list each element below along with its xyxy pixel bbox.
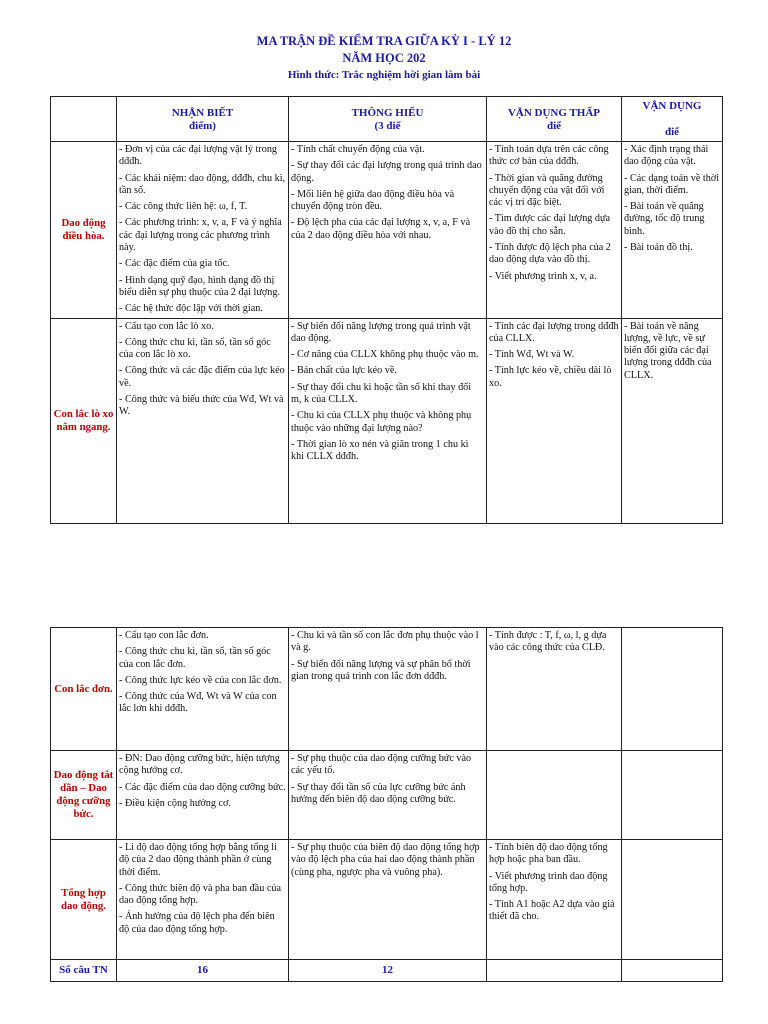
topic-label: Tổng hợp dao động.	[51, 840, 117, 960]
criterion-item: - Công thức chu kì, tần số, tần số góc của con lắc đơn.	[119, 646, 271, 670]
cell-van-dung	[622, 318, 723, 523]
criterion-item: - Công thức và các đặc điểm của lực kéo về.	[119, 365, 285, 389]
criterion-item: - Tính lực kéo về, chiều dài lò xo.	[489, 365, 612, 389]
totals-nhan-biet: 16	[117, 960, 289, 982]
column-title: THÔNG HIỂU	[351, 107, 424, 119]
criterion-item: - Các phương trình: x, v, a, F và ý nghĩa các đại lượng trong các phương trình này.	[119, 217, 282, 254]
column-title: VẬN DỤNG THẤP	[507, 107, 601, 119]
criterion-item: - Cấu tạo con lắc đơn.	[119, 630, 209, 641]
cell-van-dung-thap	[487, 142, 622, 319]
criterion-item: - Sự phụ thuộc của biên độ dao động tổng hợp vào độ lệch pha của hai dao động thành phần (cùng pha, ngược pha và vuông pha).	[291, 842, 480, 878]
criterion-item: - Sự biến đổi năng lượng và sự phân bố thời gian trong quá trình con lắc đơn dđđh.	[291, 658, 471, 682]
criterion-item: - Tính được độ lệch pha của 2 dao động dựa vào đồ thị.	[489, 242, 611, 266]
criterion-item: - Điều kiện cộng hưởng cơ.	[119, 797, 231, 809]
criterion-item: - Các khái niệm: dao động, dđđh, chu kì, tần số.	[119, 172, 286, 196]
column-header-thong-hieu	[289, 97, 487, 142]
criterion-item: - Các đặc điểm của gia tốc.	[119, 258, 230, 270]
criterion-item: - Xác định trạng thái dao động của vật.	[624, 144, 709, 168]
criterion-item: - Ảnh hưởng của độ lệch pha đến biên độ của dao động tổng hợp.	[119, 911, 275, 935]
cell-thong-hieu	[289, 142, 487, 319]
cell-van-dung-thap	[487, 318, 622, 523]
cell-van-dung	[622, 628, 723, 751]
criterion-item: - Bài toán đồ thị.	[624, 242, 693, 254]
criterion-item: - Sự thay đổi chu kì hoặc tần số khi thay đổi m, k của CLLX.	[291, 381, 472, 406]
document-title: MA TRẬN ĐỀ KIỂM TRA GIỮA KỲ I - LÝ 12	[256, 34, 512, 48]
topic-label: Con lắc đơn.	[51, 628, 117, 751]
criterion-item: - Cấu tạo con lắc lò xo.	[119, 320, 214, 332]
school-year: NĂM HỌC 202	[342, 51, 426, 65]
criterion-item: - Tính chất chuyển động của vật.	[291, 144, 425, 155]
cell-nhan-biet	[117, 840, 289, 960]
totals-label: Số câu TN	[51, 960, 117, 982]
totals-van-dung-thap	[487, 960, 622, 982]
column-subtitle: điể	[546, 120, 562, 132]
cell-thong-hieu	[289, 840, 487, 960]
criterion-item: - Tính các đại lượng trong dđđh của CLLX.	[489, 320, 619, 344]
criterion-item: - Bản chất của lực kéo về.	[291, 365, 397, 377]
column-header-row	[51, 97, 723, 142]
matrix-table-page1	[50, 96, 723, 524]
criterion-item: - Thời gian và quãng đường chuyển động của vật đối với các vị trí đặc biệt.	[489, 172, 605, 209]
criterion-item: - Tính Wđ, Wt và W.	[489, 349, 575, 361]
column-header-van-dung	[622, 97, 723, 142]
criterion-item: - Bài toán về quãng đường, tốc độ trung bình.	[624, 201, 705, 237]
column-subtitle: (3 điể	[374, 120, 401, 132]
criterion-item: - Hình dạng quỹ đạo, hình dạng đồ thị biểu diễn sự phụ thuộc của 2 đại lượng.	[119, 274, 281, 298]
totals-van-dung	[622, 960, 723, 982]
cell-van-dung-thap	[487, 840, 622, 960]
criterion-item: - Li độ dao động tổng hợp bằng tổng li độ của 2 dao động thành phần ở cùng thời điểm.	[119, 842, 277, 878]
column-subtitle: điể	[664, 126, 680, 138]
exam-format: Hình thức: Trắc nghiệm hời gian làm bài	[287, 69, 481, 81]
matrix-table-page2	[50, 627, 723, 982]
criterion-item: - Độ lệch pha của các đại lượng x, v, a, F và của 2 dao động điều hòa với nhau.	[291, 217, 471, 241]
cell-nhan-biet	[117, 142, 289, 319]
corner-cell	[51, 97, 117, 142]
criterion-item: - Chu kì và tần số con lắc đơn phụ thuộc vào l và g.	[291, 630, 479, 654]
column-subtitle: điểm)	[189, 120, 216, 132]
cell-nhan-biet	[117, 751, 289, 840]
table-row	[51, 318, 723, 523]
column-header-nhan-biet	[117, 97, 289, 142]
criterion-item: - Các hệ thức độc lập với thời gian.	[119, 303, 263, 315]
criterion-item: - Công thức chu kì, tần số, tần số góc của con lắc lò xo.	[119, 336, 271, 361]
topic-label: Con lắc lò xo nằm ngang.	[51, 318, 117, 523]
criterion-item: - Tính A1 hoặc A2 dựa vào giả thiết đã cho.	[489, 899, 615, 923]
column-title: VẬN DỤNG	[642, 100, 702, 112]
criterion-item: - Sự thay đổi các đại lượng trong quá trình dao động.	[291, 160, 482, 184]
criterion-item: - Sự thay đổi tần số của lực cưỡng bức ảnh hưởng đến biên độ dao động cưỡng bức.	[291, 781, 466, 805]
table-row	[51, 840, 723, 960]
criterion-item: - Các đặc điểm của dao động cưỡng bức.	[119, 781, 286, 793]
column-title: NHẬN BIẾT	[171, 107, 234, 119]
criterion-item: - Cơ năng của CLLX không phụ thuộc vào m.	[291, 349, 479, 361]
cell-nhan-biet	[117, 318, 289, 523]
criterion-item: - Các công thức liên hệ: ω, f, T.	[119, 201, 248, 213]
cell-van-dung-thap	[487, 628, 622, 751]
criterion-item: - Sự biến đổi năng lượng trong quá trình vật dao động.	[291, 320, 471, 344]
cell-thong-hieu	[289, 751, 487, 840]
criterion-item: - Công thức biên độ và pha ban đầu của dao động tổng hợp.	[119, 882, 281, 907]
criterion-item: - Công thức lực kéo về của con lắc đơn.	[119, 674, 282, 686]
totals-thong-hieu: 12	[289, 960, 487, 982]
criterion-item: - Sự phụ thuộc của dao động cưỡng bức vào các yếu tố.	[291, 753, 472, 777]
criterion-item: - Chu kì của CLLX phụ thuộc và không phụ thuộc vào những đại lượng nào?	[291, 410, 472, 434]
topic-label: Dao động điều hòa.	[51, 142, 117, 319]
cell-van-dung	[622, 142, 723, 319]
criterion-item: - Tính toán dựa trên các công thức cơ bản của dđđh.	[489, 144, 609, 168]
table-row	[51, 142, 723, 319]
cell-van-dung-thap	[487, 751, 622, 840]
criterion-item: - Mối liên hệ giữa dao động điều hòa và chuyển động tròn đều.	[291, 188, 455, 213]
criterion-item: - Bài toán về năng lượng, về lực, về sự biến đổi giữa các đại lượng trong dđđh của CLLX.	[624, 320, 712, 381]
criterion-item: - Thời gian lò xo nén và giãn trong 1 chu kì khi CLLX dđđh.	[291, 438, 469, 463]
cell-nhan-biet	[117, 628, 289, 751]
criterion-item: - Các dạng toán về thời gian, thời điểm.	[624, 172, 720, 196]
criterion-item: - Công thức và biểu thức của Wđ, Wt và W.	[119, 394, 284, 418]
criterion-item: - Tính được : T, f, ω, l, g dựa vào các công thức của CLĐ.	[489, 630, 607, 654]
criterion-item: - Tìm được các đại lượng dựa vào đồ thị cho sẵn.	[489, 213, 611, 237]
criterion-item: - Công thức của Wđ, Wt và W của con lắc lơn khi dđđh.	[119, 691, 277, 715]
criterion-item: - Viết phương trình dao động tổng hợp.	[489, 870, 608, 894]
criterion-item: - Đơn vị của các đại lượng vật lý trong dđđh.	[119, 144, 278, 168]
table-row	[51, 751, 723, 840]
table-row	[51, 628, 723, 751]
totals-row	[51, 960, 723, 982]
cell-van-dung	[622, 840, 723, 960]
criterion-item: - Viết phương trình x, v, a.	[489, 270, 597, 282]
topic-label: Dao động tắt dần – Dao động cưỡng bức.	[51, 751, 117, 840]
criterion-item: - Tính biên độ dao động tổng hợp hoặc pha ban đầu.	[489, 842, 608, 866]
cell-van-dung	[622, 751, 723, 840]
cell-thong-hieu	[289, 628, 487, 751]
column-header-van-dung-thap	[487, 97, 622, 142]
cell-thong-hieu	[289, 318, 487, 523]
criterion-item: - ĐN: Dao động cưỡng bức, hiện tượng cộng hưởng cơ.	[119, 753, 280, 777]
